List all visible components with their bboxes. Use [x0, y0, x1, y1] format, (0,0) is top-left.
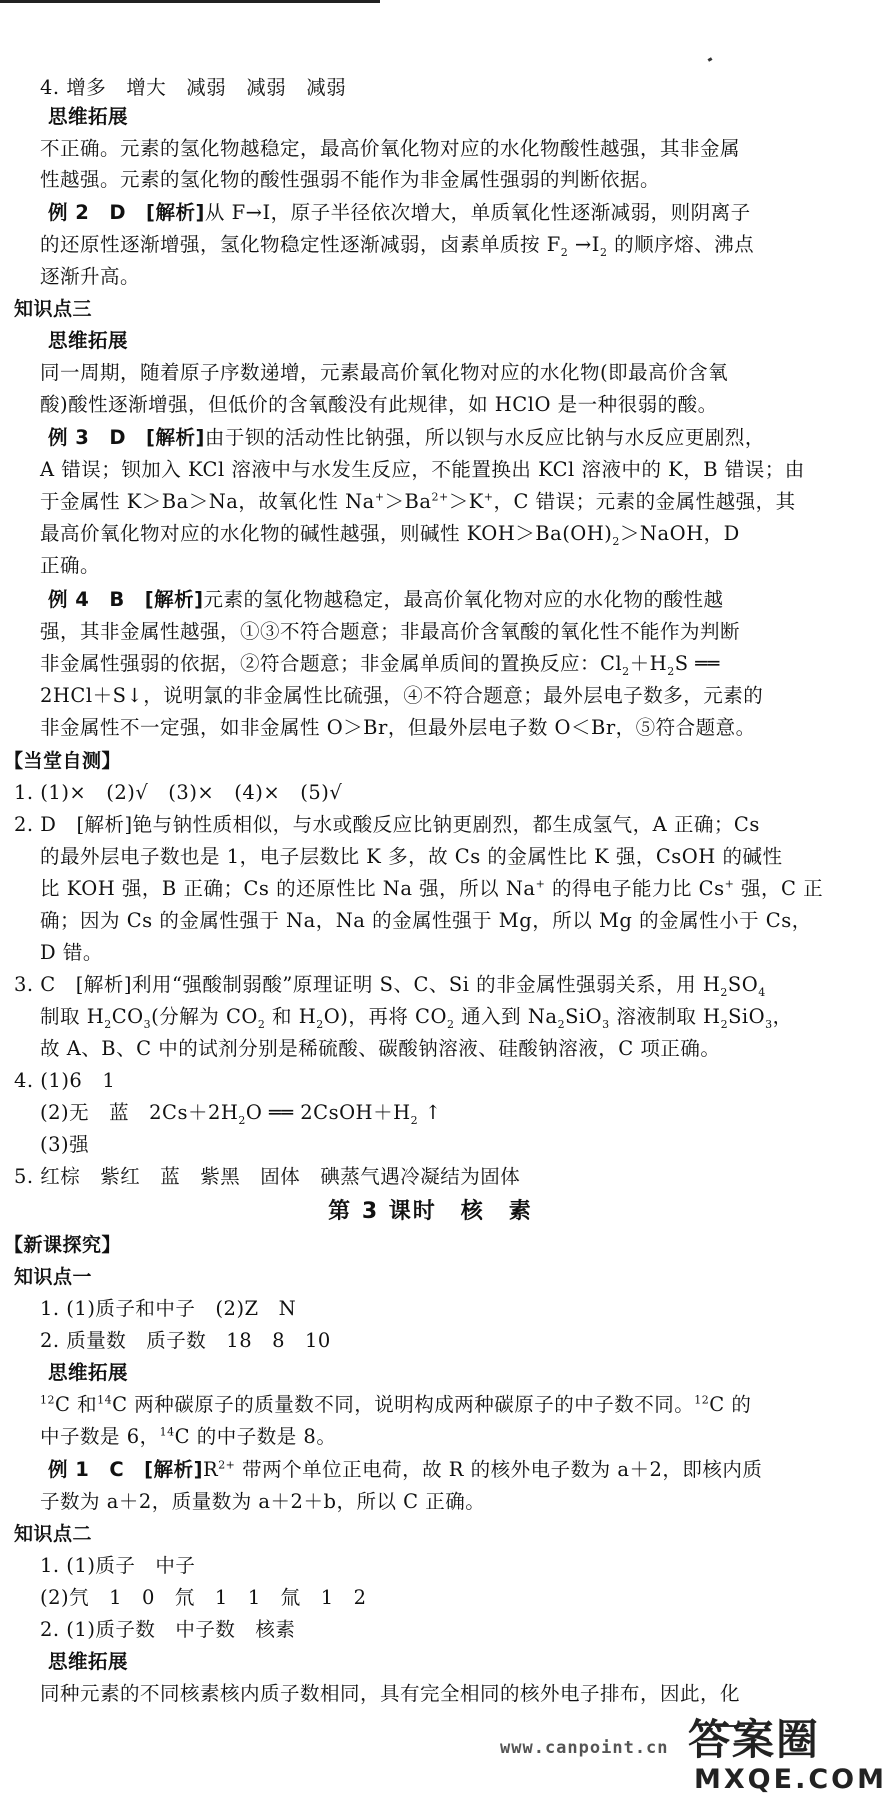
paragraph-line: 强，其非金属性越强，①③不符合题意；非最高价含氧酸的氧化性不能作为判断 — [40, 620, 741, 643]
section-heading: 【新课探究】 — [4, 1234, 122, 1256]
answer-line: 4. (1)6 1 — [14, 1069, 116, 1092]
paragraph-line: A 错误；钡加入 KCl 溶液中与水发生反应，不能置换出 KCl 溶液中的 K，B 错误；由 — [40, 458, 805, 481]
answer-line: 1. (1)质子和中子 (2)Z N — [40, 1297, 297, 1320]
knowledge-point-heading: 知识点二 — [14, 1523, 93, 1545]
paragraph-line: 最高价氧化物对应的水化物的碱性越强，则碱性 $KOH>Ba(OH)_2>NaOH$，D — [40, 522, 740, 548]
answer-line: 3. C [解析]利用“强酸制弱酸”原理证明 S、C、Si 的非金属性强弱关系，用 $H_2SO_4$ — [14, 973, 766, 999]
answer-line: 1. (1)× (2)√ (3)× (4)× (5)√ — [14, 781, 343, 804]
paragraph-line: 不正确。元素的氢化物越稳定，最高价氧化物对应的水化物酸性越强，其非金属 — [40, 137, 741, 160]
answer-line: (2)氕 1 0 氘 1 1 氚 1 2 — [40, 1586, 367, 1609]
ink-mark — [708, 57, 713, 62]
top-rule — [0, 0, 380, 3]
answer-line: 2. 质量数 质子数 18 8 10 — [40, 1329, 331, 1352]
paragraph-line: 故 A、B、C 中的试剂分别是稀硫酸、碳酸钠溶液、硅酸钠溶液，C 项正确。 — [40, 1037, 721, 1060]
paragraph-line: 非金属性强弱的依据，②符合题意；非金属单质间的置换反应：$Cl_2+H_2S$ ══ — [40, 652, 720, 678]
watermark-domain: MXQE.COM — [694, 1764, 887, 1795]
answer-line: (3)强 — [40, 1133, 90, 1156]
answer-line: 2. (1)质子数 中子数 核素 — [40, 1618, 296, 1641]
paragraph-line: 逐渐升高。 — [40, 265, 141, 288]
watermark-title: 答案圈 — [688, 1715, 821, 1764]
paragraph-line: D 错。 — [40, 941, 103, 964]
lesson-title: 第 3 课时 核 素 — [328, 1199, 533, 1224]
answer-line: 2. D [解析]铯与钠性质相似，与水或酸反应比钠更剧烈，都生成氢气，A 正确；Cs — [14, 813, 760, 836]
paragraph-line: 同种元素的不同核素核内质子数相同，具有完全相同的核外电子排布，因此，化 — [40, 1682, 741, 1705]
answer-line: (2)无 蓝 $2Cs+2H_2O$ ══ $2CsOH+H_2$ ↑ — [40, 1101, 442, 1127]
paragraph-line: 制取 $H_2CO_3$(分解为 $CO_2$ 和 $H_2O$)，再将 $CO_2$ 通入到 $Na_2SiO_3$ 溶液制取 $H_2SiO_3$， — [40, 1005, 793, 1031]
paragraph-line: $^{12}$C 和$^{14}$C 两种碳原子的质量数不同，说明构成两种碳原子的中子数不同。$^{12}$C 的 — [40, 1393, 752, 1416]
answer-line: 4. 增多 增大 减弱 减弱 减弱 — [40, 76, 347, 99]
paragraph-line: 非金属性不一定强，如非金属性 O＞Br，但最外层电子数 O＜Br，⑤符合题意。 — [40, 716, 756, 739]
knowledge-point-heading: 知识点三 — [14, 298, 93, 320]
section-subheading: 思维拓展 — [48, 1361, 129, 1384]
paragraph-line: 子数为 a＋2，质量数为 a＋2＋b，所以 C 正确。 — [40, 1490, 486, 1513]
paragraph-line: 酸)酸性逐渐增强，但低价的含氧酸没有此规律，如 HClO 是一种很弱的酸。 — [40, 393, 718, 416]
section-heading: 【当堂自测】 — [4, 750, 122, 772]
example-line: 例 4 B [解析]元素的氢化物越稳定，最高价氧化物对应的水化物的酸性越 — [48, 588, 724, 611]
knowledge-point-heading: 知识点一 — [14, 1266, 93, 1288]
paragraph-line: 的还原性逐渐增强，氢化物稳定性逐渐减弱，卤素单质按 $F_2 \to I_2$ 的顺序熔、沸点 — [40, 233, 755, 259]
paragraph-line: 确；因为 Cs 的金属性强于 Na，Na 的金属性强于 Mg，所以 Mg 的金属性小于 Cs， — [40, 909, 812, 932]
example-line: 例 1 C [解析]$R^{2+}$ 带两个单位正电荷，故 R 的核外电子数为 a＋2，即核内质 — [48, 1458, 763, 1481]
answer-line: 5. 红棕 紫红 蓝 紫黑 固体 碘蒸气遇冷凝结为固体 — [14, 1165, 521, 1188]
footer-url: www.canpoint.cn — [500, 1738, 669, 1758]
paragraph-line: 正确。 — [40, 554, 101, 577]
paragraph-line: 中子数是 6，$^{14}$C 的中子数是 8。 — [40, 1425, 337, 1448]
answer-line: 1. (1)质子 中子 — [40, 1554, 196, 1577]
paragraph-line: 比 KOH 强，B 正确；Cs 的还原性比 Na 强，所以 Na+ 的得电子能力比 Cs+ 强，C 正 — [40, 877, 824, 900]
section-subheading: 思维拓展 — [48, 1650, 129, 1673]
paragraph-line: 的最外层电子数也是 1，电子层数比 K 多，故 Cs 的金属性比 K 强，CsOH 的碱性 — [40, 845, 783, 868]
example-line: 例 3 D [解析]由于钡的活动性比钠强，所以钡与水反应比钠与水反应更剧烈， — [48, 426, 765, 449]
section-subheading: 思维拓展 — [48, 329, 129, 352]
section-subheading: 思维拓展 — [48, 105, 129, 128]
paragraph-line: 2HCl＋S↓，说明氯的非金属性比硫强，④不符合题意；最外层电子数多，元素的 — [40, 684, 764, 707]
watermark-logo — [688, 1715, 887, 1797]
paragraph-line: 于金属性 K＞Ba＞Na，故氧化性 $Na^+>Ba^{2+}>K^+$，C 错误；元素的金属性越强，其 — [40, 490, 796, 513]
example-line: 例 2 D [解析]从 F→I，原子半径依次增大，单质氧化性逐渐减弱，则阴离子 — [48, 201, 751, 224]
paragraph-line: 同一周期，随着原子序数递增，元素最高价氧化物对应的水化物(即最高价含氧 — [40, 361, 729, 384]
paragraph-line: 性越强。元素的氢化物的酸性强弱不能作为非金属性强弱的判断依据。 — [40, 168, 661, 191]
